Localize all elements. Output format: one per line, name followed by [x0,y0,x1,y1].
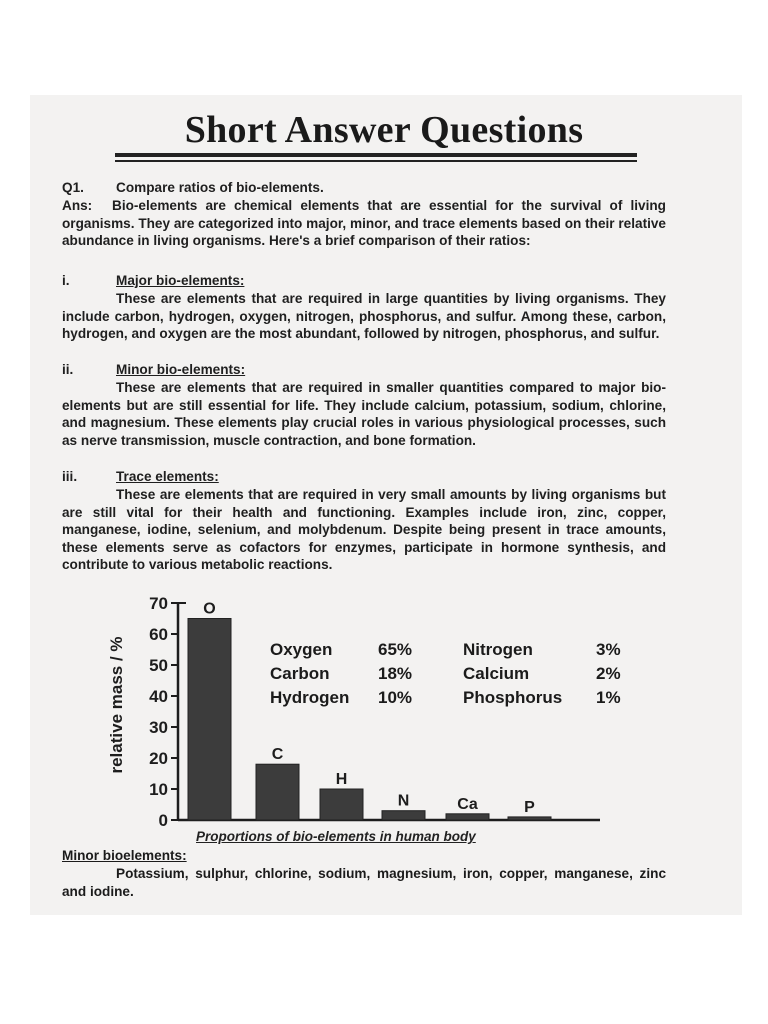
legend-names-left [270,638,349,710]
bar-label: N [397,792,410,810]
y-tick-label: 40 [149,687,168,706]
question-number: Q1. [62,180,84,195]
section-body-minor: These are elements that are required in smaller quantities compared to major bio-elements but are still essential for life. They include calcium, potassium, sodium, chlorine, and magnesium. These elements play crucial roles in various physiological processes, such as nerve transmission, muscle contraction, and bone formation. [62,380,666,448]
bar-p [508,817,551,820]
bar-h [320,789,363,820]
legend-element: Phosphorus [463,688,563,707]
legend-element: Nitrogen [463,640,533,659]
legend-percents-left [378,638,412,710]
y-tick-label: 10 [149,780,168,799]
section-body-major: These are elements that are required in large quantities by living organisms. They include carbon, hydrogen, oxygen, nitrogen, phosphorus, and sulfur. Among these, carbon, hydrogen, and oxygen are the most abundant, followed by nitrogen, phosphorus, and sulfur. [62,291,666,341]
section-numeral: i. [62,273,70,288]
bar-o [188,619,231,821]
section-body-trace: These are elements that are required in very small amounts by living organisms but are still vital for their health and functioning. Examples include iron, zinc, copper, manganese, iodine, selenium, and molybdenum. Despite being present in trace amounts, these elements serve as cofactors for enzymes, participate in hormone synthesis, and contribute to various metabolic reactions. [62,487,666,572]
legend-percents-right [596,638,621,710]
bar-label: C [271,746,284,764]
chart-caption: Proportions of bio-elements in human body [196,829,476,844]
legend-element: Oxygen [270,640,333,659]
bar-n [382,811,425,820]
legend-element: Hydrogen [270,688,350,707]
minor-bioelements-heading: Minor bioelements: [62,848,187,863]
minor-bioelements-text: Potassium, sulphur, chlorine, sodium, magnesium, iron, copper, manganese, zinc and iodine. [62,866,666,899]
bar-c [256,764,299,820]
answer-label: Ans: [62,198,93,213]
bar-label: O [203,600,216,618]
legend-percent: 1% [596,688,621,707]
section-heading-text: Major bio-elements: [116,273,245,288]
answer-intro-text: Bio-elements are chemical elements that are essential for the survival of living organisms. They are categorized into major, minor, and trace elements based on their relative abundance in living organisms. Here's a brief comparison of their ratios: [62,198,666,248]
legend-percent: 65% [378,640,413,659]
legend-element: Carbon [270,664,330,683]
legend-percent: 10% [378,688,413,707]
y-axis-label: relative mass / % [107,636,126,774]
y-tick-label: 30 [149,718,168,737]
section-numeral: ii. [62,362,74,377]
section-numeral: iii. [62,469,78,484]
bar-label: H [335,771,348,788]
legend-percent: 3% [596,640,621,659]
legend-percent: 2% [596,664,621,683]
legend-names-right [463,638,562,710]
y-tick-label: 70 [149,594,168,613]
bar-ca [446,814,489,820]
y-tick-label: 0 [158,811,168,830]
page-title: Short Answer Questions [184,109,584,151]
legend-element: Calcium [463,664,530,683]
y-tick-label: 50 [149,656,168,675]
question-text: Compare ratios of bio-elements. [116,180,324,195]
section-heading-text: Trace elements: [116,469,219,484]
bar-label: Ca [457,795,478,813]
y-tick-label: 20 [149,749,168,768]
bar-label: P [524,798,535,816]
y-tick-label: 60 [149,625,168,644]
section-heading-text: Minor bio-elements: [116,362,246,377]
legend-percent: 18% [378,664,413,683]
chart-bars [188,601,551,821]
